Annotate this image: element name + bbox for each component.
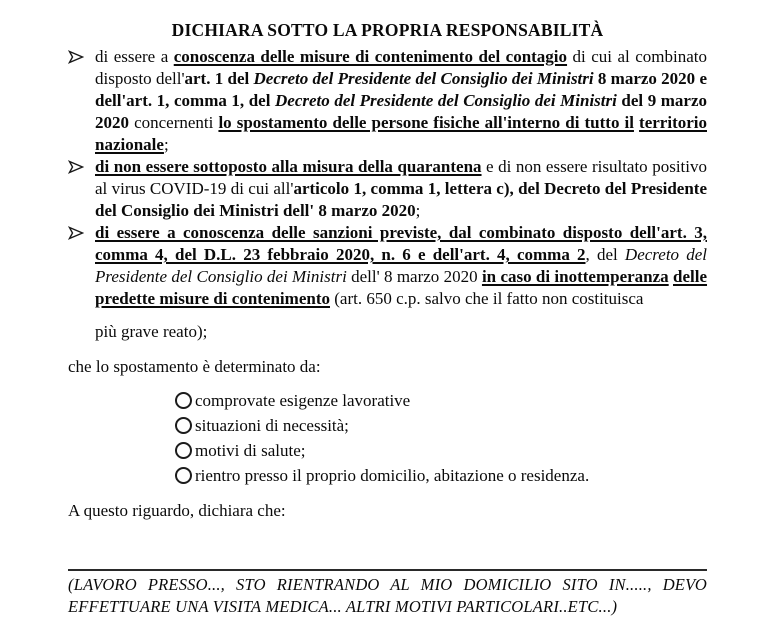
text-segment: , del [585, 245, 625, 264]
text-segment: Decreto del Presidente del Consiglio dei Ministri [275, 91, 617, 110]
text-segment: di essere a [95, 47, 174, 66]
regard-intro-text: A questo riguardo, dichiara che: [68, 501, 286, 520]
bullet-item-sanzioni [68, 222, 707, 310]
radio-option-salute[interactable] [175, 438, 707, 463]
text-segment: Decreto del Presidente del Consiglio dei Ministri [95, 245, 707, 286]
radio-option-lavorative[interactable] [175, 388, 707, 413]
radio-option-rientro[interactable] [175, 463, 707, 488]
text-segment: art. 1 del [184, 69, 254, 88]
text-segment: di essere a conoscenza delle sanzioni previste, dal combinato disposto dell'art. 3, comma 4, del D.L. 23 febbraio 2020, n. 6 e dell'art. 4, comma 2 [95, 223, 707, 264]
arrowhead-right-icon [68, 226, 84, 240]
text-segment: territorio [639, 113, 707, 132]
radio-circle-icon[interactable] [175, 392, 192, 409]
text-segment: in caso di inottemperanza [481, 267, 669, 286]
reason-intro-text: che lo spostamento è determinato da: [68, 357, 321, 376]
radio-option-label: situazioni di necessità; [195, 415, 349, 435]
text-segment: lo spostamento delle persone fisiche all'interno di tutto il [218, 113, 634, 132]
arrowhead-right-icon [68, 50, 84, 64]
text-segment: ; [163, 135, 169, 154]
radio-option-label: motivi di salute; [195, 440, 306, 460]
text-segment: Decreto del Presidente del Consiglio dei Ministri [253, 69, 594, 88]
text-segment: nazionale [95, 135, 164, 154]
text-segment: ; [415, 201, 421, 220]
bullet-item-contagio [68, 46, 707, 156]
text-segment: di non essere sottoposto alla misura della quarantena [95, 157, 482, 176]
text-segment: articolo 1, comma 1, lettera c), del Decreto del Presidente del Consiglio dei Ministri dell' 8 marzo 2020 [95, 179, 707, 220]
text-segment: concernenti [129, 113, 219, 132]
text-segment: di cui al combinato disposto dell' [95, 47, 707, 88]
text-segment: delle [673, 267, 708, 286]
radio-circle-icon[interactable] [175, 467, 192, 484]
text-segment: e di non essere risultato positivo al virus COVID-19 di cui all' [95, 157, 707, 198]
radio-option-necessita[interactable] [175, 413, 707, 438]
declaration-bullet-list [68, 46, 707, 310]
signature-line [68, 569, 707, 571]
radio-circle-icon[interactable] [175, 417, 192, 434]
footer-hint-text: (LAVORO PRESSO..., STO RIENTRANDO AL MIO DOMICILIO SITO IN....., DEVO EFFETTUARE UNA VISITA MEDICA... ALTRI MOTIVI PARTICOLARI..ETC...) [68, 575, 707, 616]
radio-circle-icon[interactable] [175, 442, 192, 459]
text-segment: dell' 8 marzo 2020 [346, 267, 482, 286]
radio-option-label: rientro presso il proprio domicilio, abitazione o residenza. [195, 465, 590, 485]
text-segment: 8 marzo 2020 e dell'art. 1, comma 1, del [95, 69, 708, 110]
bullet-item-quarantena [68, 156, 707, 222]
reason-options-group [175, 388, 707, 488]
text-segment: conoscenza delle misure di contenimento del contagio [173, 47, 568, 66]
arrowhead-right-icon [68, 160, 84, 174]
footer-block [68, 569, 707, 617]
radio-option-label: comprovate esigenze lavorative [195, 390, 411, 410]
text-segment: (art. 650 c.p. salvo che il fatto non costituisca [329, 289, 644, 308]
document-title: DICHIARA SOTTO LA PROPRIA RESPONSABILITÀ [171, 20, 604, 40]
text-segment: predette misure di contenimento [95, 289, 330, 308]
text-segment: del 9 marzo 2020 [95, 91, 708, 132]
bullet-continuation-text: più grave reato); [95, 322, 208, 341]
